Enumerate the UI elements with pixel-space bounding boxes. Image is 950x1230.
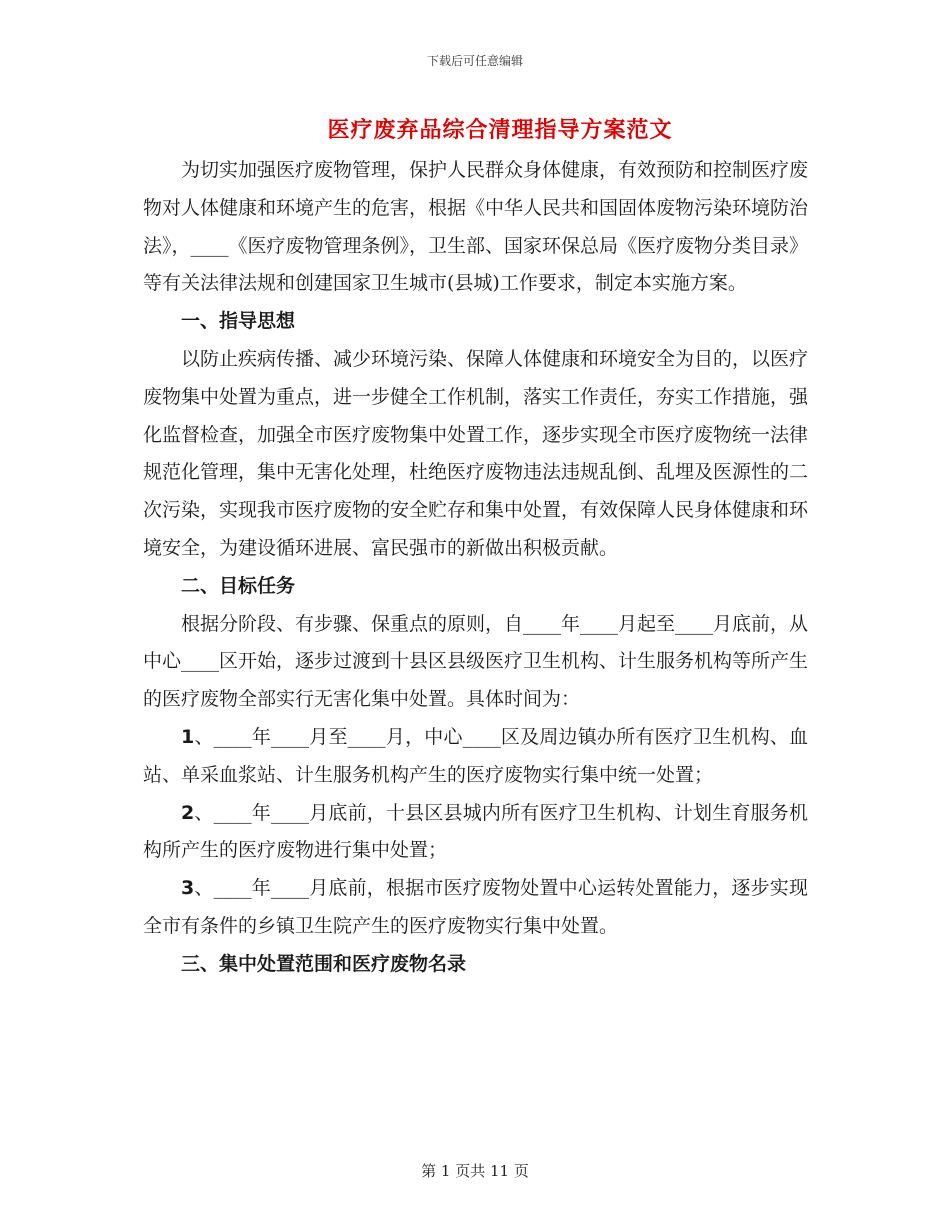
target-tasks-paragraph: 根据分阶段、有步骤、保重点的原则，自____年____月起至____月底前，从中心____区开始，逐步过渡到十县区县级医疗卫生机构、计生服务机构等所产生的医疗废物全部实行无害化集中处置。具体时间为： xyxy=(143,612,809,711)
section-heading-target-tasks: 二、目标任务 xyxy=(181,574,296,597)
page-number-footer: 第 1 页共 11 页 xyxy=(421,1162,529,1180)
intro-paragraph: 为切实加强医疗废物管理，保护人民群众身体健康，有效预防和控制医疗废物对人体健康和环境产生的危害，根据《中华人民共和国固体废物污染环境防治法》，____《医疗废物管理条例》，卫生部、国家环保总局《医疗废物分类目录》等有关法律法规和创建国家卫生城市(县城)工作要求，制定本实施方案。 xyxy=(143,159,809,295)
schedule-item-text: 、____年____月底前，根据市医疗废物处置中心运转处置能力，逐步实现全市有条件的乡镇卫生院产生的医疗废物实行集中处置。 xyxy=(143,877,808,937)
schedule-item-number: 3 xyxy=(181,877,195,900)
section-heading-guiding-ideology: 一、指导思想 xyxy=(181,310,296,333)
document-title: 医疗废弃品综合清理指导方案范文 xyxy=(327,117,673,143)
header-note: 下载后可任意编辑 xyxy=(426,54,523,68)
schedule-item-3 xyxy=(143,870,808,946)
schedule-item-text: 、____年____月底前，十县区县城内所有医疗卫生机构、计划生育服务机构所产生的医疗废物进行集中处置； xyxy=(143,801,808,862)
section-heading-disposal-scope: 三、集中处置范围和医疗废物名录 xyxy=(181,952,467,975)
schedule-item-text: 、____年____月至____月，中心____区及周边镇办所有医疗卫生机构、血站、单采血浆站、计生服务机构产生的医疗废物实行集中统一处置； xyxy=(143,725,808,786)
schedule-item-number: 2 xyxy=(181,801,195,824)
schedule-item-1 xyxy=(143,719,808,795)
document-body xyxy=(143,152,808,984)
schedule-item-number: 1 xyxy=(181,725,195,748)
guiding-ideology-paragraph: 以防止疾病传播、减少环境污染、保障人体健康和环境安全为目的，以医疗废物集中处置为重点，进一步健全工作机制，落实工作责任，夯实工作措施，强化监督检查，加强全市医疗废物集中处置工作，逐步实现全市医疗废物统一法律规范化管理，集中无害化处理，杜绝医疗废物违法违规乱倒、乱埋及医源性的二次污染，实现我市医疗废物的安全贮存和集中处置，有效保障人民身体健康和环境安全，为建设循环进展、富民强市的新做出积极贡献。 xyxy=(143,347,809,559)
schedule-item-2 xyxy=(143,795,808,871)
